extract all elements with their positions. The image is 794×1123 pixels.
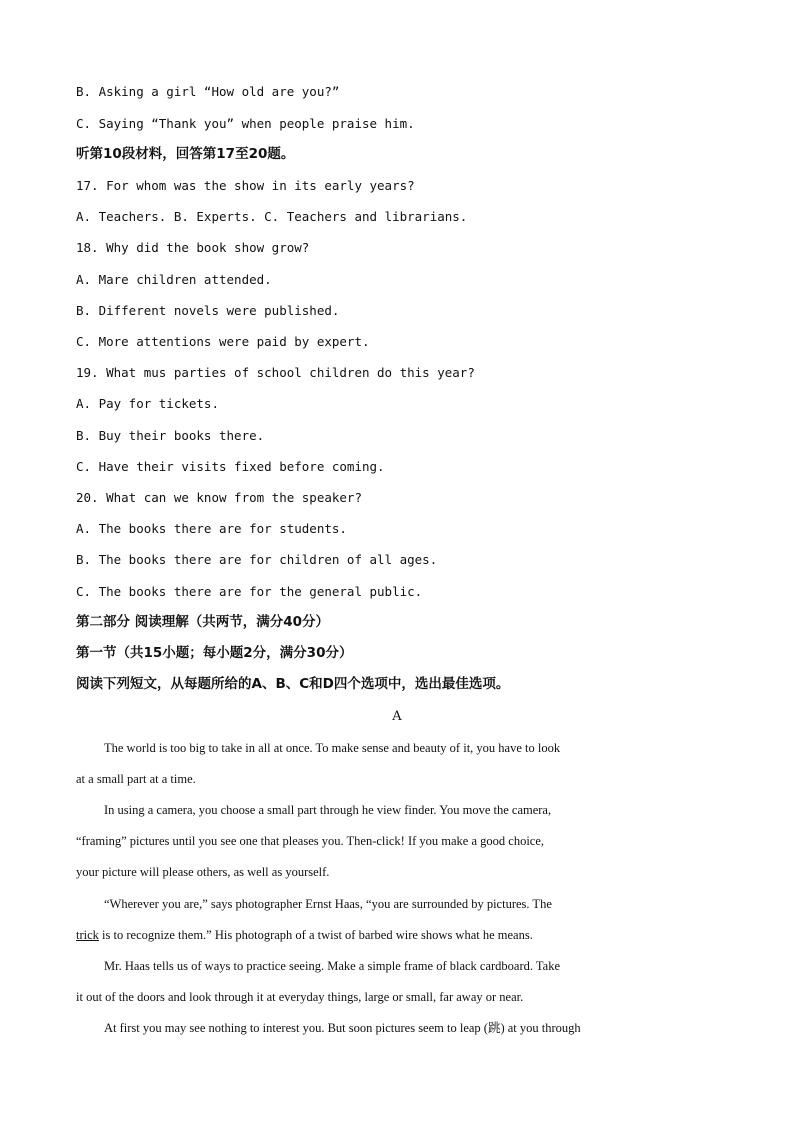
question-17: 17. For whom was the show in its early years? xyxy=(76,178,415,193)
question-18: 18. Why did the book show grow? xyxy=(76,240,310,255)
passage-line: your picture will please others, as well as yourself. xyxy=(76,865,330,880)
option-18c: C. More attentions were paid by expert. xyxy=(76,334,370,349)
passage-line xyxy=(76,927,726,958)
section-one-heading: 第一节（共15小题；每小题2分，满分30分） xyxy=(76,645,353,661)
passage-paragraph-1 xyxy=(76,740,726,802)
part-two-heading: 第二部分 阅读理解（共两节，满分40分） xyxy=(76,614,329,630)
passage-paragraph-4 xyxy=(76,958,726,1020)
passage-line: The world is too big to take in all at once. To make sense and beauty of it, you have to look xyxy=(104,741,561,755)
passage-paragraph-3 xyxy=(76,896,726,958)
passage-paragraph-2 xyxy=(76,802,726,896)
underlined-word-trick: trick xyxy=(76,928,99,943)
option-19c: C. Have their visits fixed before coming. xyxy=(76,459,385,474)
passage-line: “Wherever you are,” says photographer Ernst Haas, “you are surrounded by pictures. The xyxy=(104,897,552,911)
section-instruction-10: 听第10段材料，回答第17至20题。 xyxy=(76,146,295,162)
option-20c: C. The books there are for the general public. xyxy=(76,584,423,599)
question-20: 20. What can we know from the speaker? xyxy=(76,490,362,505)
option-19a: A. Pay for tickets. xyxy=(76,396,219,411)
option-20b: B. The books there are for children of all ages. xyxy=(76,552,438,567)
passage-line-rest: is to recognize them.” His photograph of a twist of barbed wire shows what he means. xyxy=(98,928,533,943)
passage-line: Mr. Haas tells us of ways to practice seeing. Make a simple frame of black cardboard. Take xyxy=(104,959,561,973)
options-17: A. Teachers. B. Experts. C. Teachers and librarians. xyxy=(76,209,468,224)
option-20a: A. The books there are for students. xyxy=(76,521,347,536)
passage-label: A xyxy=(392,709,402,724)
option-18b: B. Different novels were published. xyxy=(76,303,340,318)
option-19b: B. Buy their books there. xyxy=(76,428,265,443)
question-19: 19. What mus parties of school children do this year? xyxy=(76,365,475,380)
option-16b: B. Asking a girl “How old are you?” xyxy=(76,84,340,99)
passage-line: At first you may see nothing to interest you. But soon pictures seem to leap (跳) at you through xyxy=(104,1021,581,1035)
passage-paragraph-5 xyxy=(76,1020,726,1051)
passage-line: it out of the doors and look through it at everyday things, large or small, far away or near. xyxy=(76,990,524,1005)
passage-line: at a small part at a time. xyxy=(76,772,196,787)
passage-line: In using a camera, you choose a small part through he view finder. You move the camera, xyxy=(104,803,552,817)
reading-instruction: 阅读下列短文，从每题所给的A、B、C和D四个选项中，选出最佳选项。 xyxy=(76,676,510,692)
option-16c: C. Saying “Thank you” when people praise him. xyxy=(76,116,415,131)
option-18a: A. Mare children attended. xyxy=(76,272,272,287)
passage-line: “framing” pictures until you see one that pleases you. Then-click! If you make a good choice, xyxy=(76,834,545,849)
